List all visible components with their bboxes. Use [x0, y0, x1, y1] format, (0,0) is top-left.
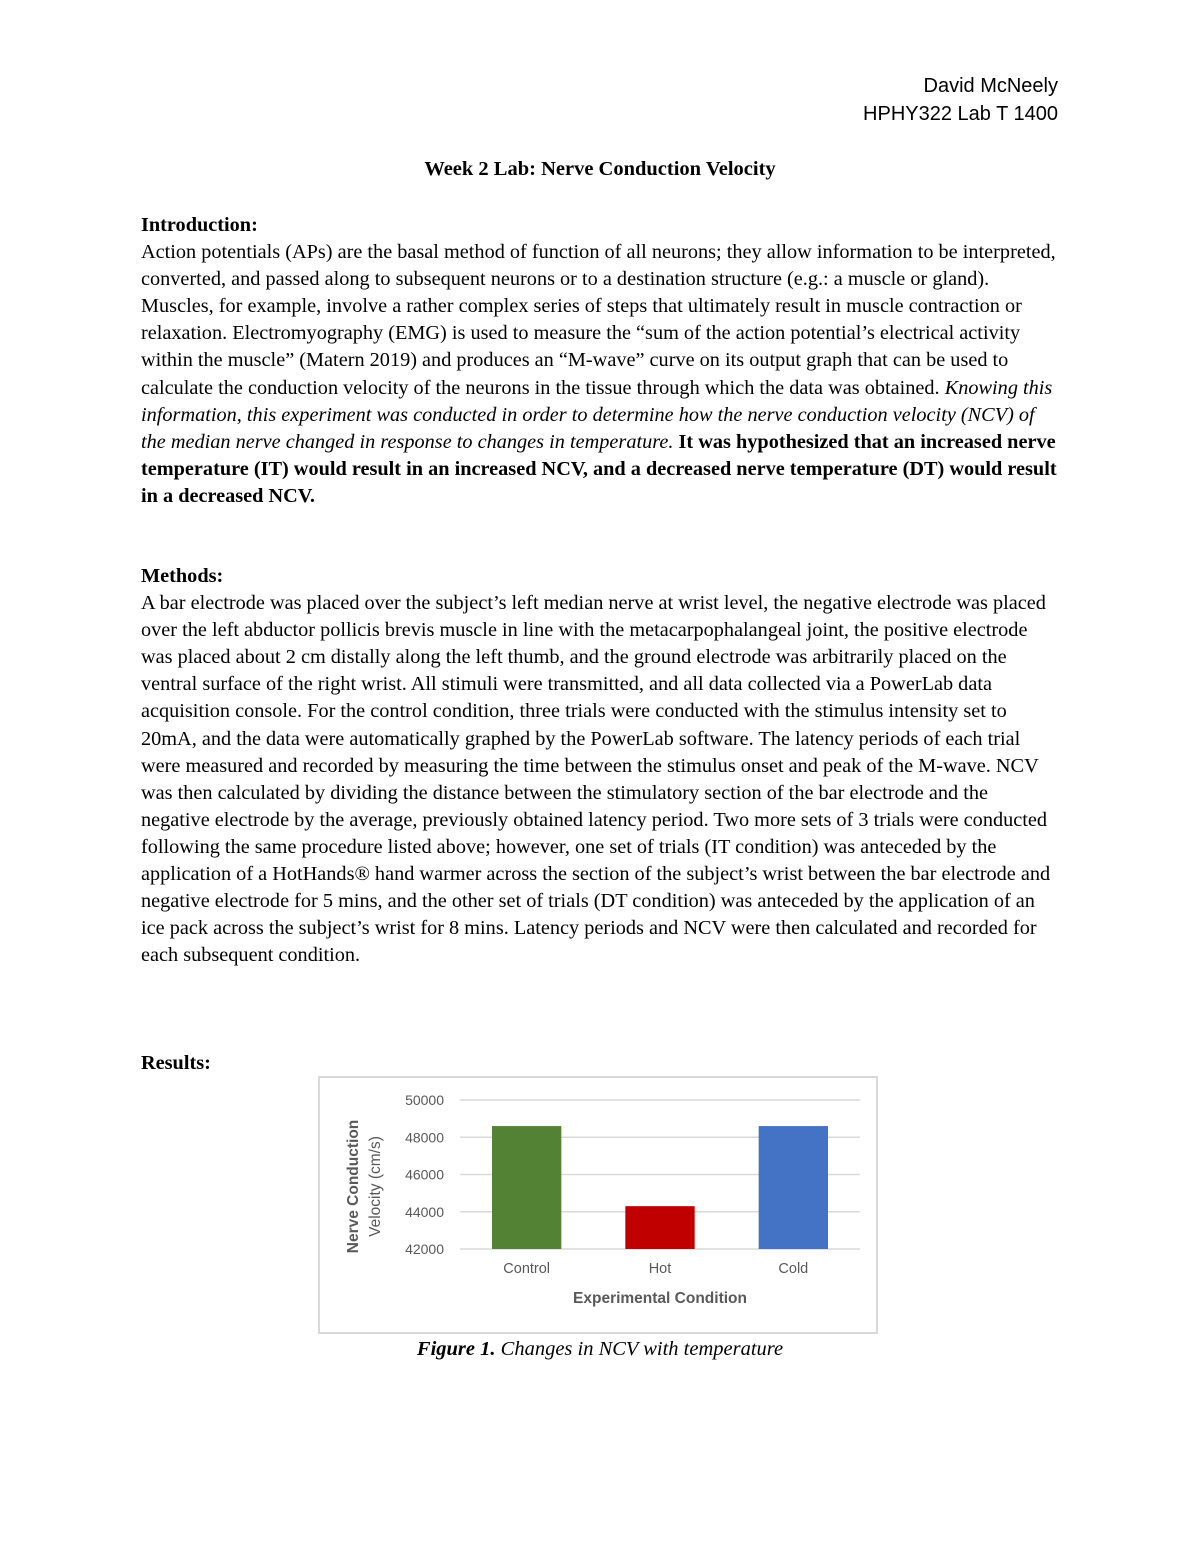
introduction-section [141, 212, 1061, 510]
figure-label: Figure 1. [416, 1338, 496, 1360]
introduction-purpose: Knowing this information, this experiment was conducted in order to determine how the nerve conduction velocity (NCV) of the median nerve changed in response to changes in temperature. [141, 376, 1053, 453]
bar-cold [759, 1126, 828, 1249]
results-section [141, 1050, 1061, 1077]
results-heading: Results: [141, 1052, 211, 1074]
introduction-text: Action potentials (APs) are the basal method of function of all neurons; they allow information to be interpreted, converted, and passed along to subsequent neurons or to a destination structure (e.g.: a muscle or gland). Muscles, for example, involve a rather complex series of steps that ultimately result in muscle contraction or relaxation. Electromyography (EMG) is used to measure the “sum of the action potential’s electrical activity within the muscle” (Matern 2019) and produces an “M-wave” curve on its output graph that can be used to calculate the conduction velocity of the neurons in the tissue through which the data was obtained. [141, 241, 1056, 399]
bar-hot [625, 1206, 694, 1249]
y-axis-title-line1: Nerve Conduction [345, 1119, 362, 1254]
introduction-heading: Introduction: [141, 214, 258, 236]
y-tick-label: 46000 [405, 1166, 444, 1183]
figure-caption [0, 1338, 1200, 1361]
author-name: David McNeely [923, 75, 1058, 97]
methods-heading: Methods: [141, 565, 224, 587]
document-header [863, 72, 1058, 128]
bar-control [492, 1126, 561, 1249]
x-tick-label: Cold [778, 1261, 809, 1277]
chart-frame [318, 1076, 878, 1334]
course-info: HPHY322 Lab T 1400 [863, 103, 1058, 125]
y-tick-label: 42000 [405, 1241, 444, 1257]
ncv-bar-chart [320, 1078, 876, 1332]
y-axis-title-line2: Velocity (cm/s) [367, 1136, 384, 1237]
document-title: Week 2 Lab: Nerve Conduction Velocity [424, 158, 776, 180]
x-tick-label: Control [503, 1261, 551, 1277]
x-axis-title: Experimental Condition [573, 1290, 747, 1307]
y-tick-label: 44000 [405, 1203, 444, 1220]
y-tick-label: 50000 [405, 1092, 444, 1108]
x-tick-label: Hot [648, 1261, 672, 1277]
introduction-hypothesis: It was hypothesized that an increased nerve temperature (IT) would result in an increased NCV, and a decreased nerve temperature (DT) would result in a decreased NCV. [141, 430, 1057, 507]
methods-paragraph: A bar electrode was placed over the subject’s left median nerve at wrist level, the negative electrode was placed over the left abductor pollicis brevis muscle in line with the metacarpophalangeal joint, the positive electrode was placed about 2 cm distally along the left thumb, and the ground electrode was arbitrarily placed on the ventral surface of the right wrist. All stimuli were transmitted, and all data collected via a PowerLab data acquisition console. For the control condition, three trials were conducted with the stimulus intensity set to 20mA, and the data were automatically graphed by the PowerLab software. The latency periods of each trial were measured and recorded by measuring the time between the stimulus onset and peak of the M-wave. NCV was then calculated by dividing the distance between the stimulatory section of the bar electrode and the negative electrode by the average, previously obtained latency period. Two more sets of 3 trials were conducted following the same procedure listed above; however, one set of trials (IT condition) was anteceded by the application of a HotHands® hand warmer across the section of the subject’s wrist between the bar electrode and negative electrode for 5 mins, and the other set of trials (DT condition) was anteceded by the application of an ice pack across the subject’s wrist for 8 mins. Latency periods and NCV were then calculated and recorded for each subsequent condition. [141, 592, 1051, 967]
y-tick-label: 48000 [405, 1129, 444, 1146]
figure-caption-text: Changes in NCV with temperature [495, 1338, 784, 1360]
methods-section [141, 563, 1061, 969]
introduction-paragraph [141, 239, 1061, 510]
